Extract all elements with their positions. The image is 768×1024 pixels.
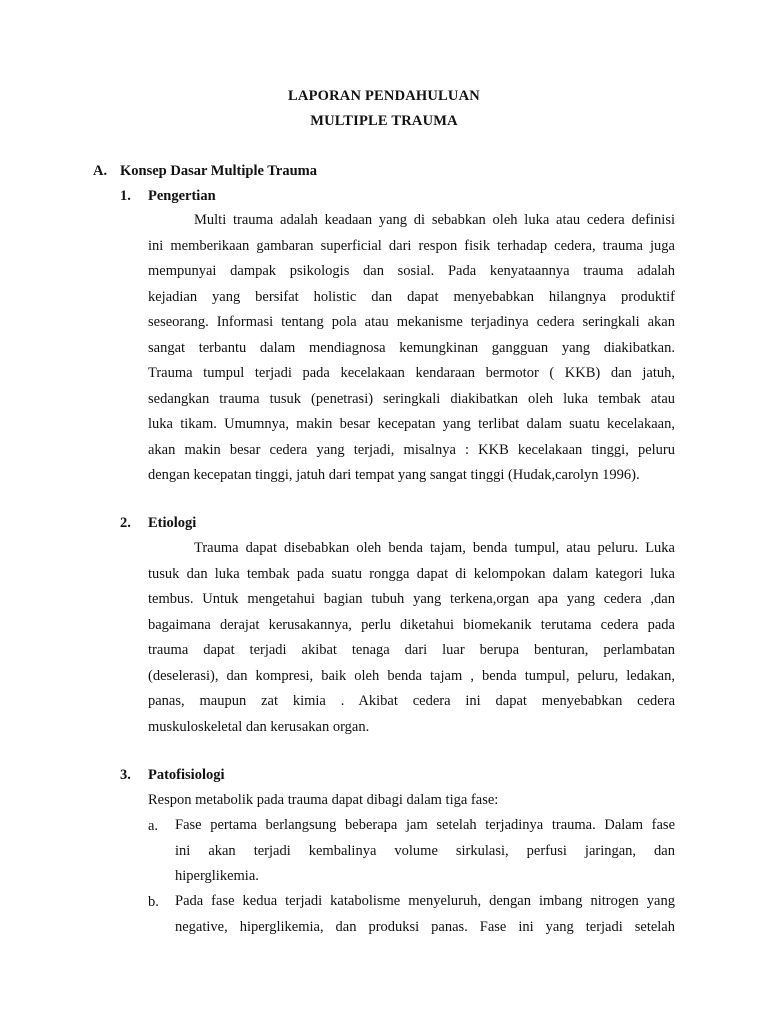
paragraph-line: bagaimana derajat kerusakannya, perlu diketahui biomekanik terutama cedera pada [148, 616, 675, 633]
list-item-b [175, 889, 675, 940]
paragraph-line: ini memberikaan gambaran superficial dari respon fisik terhadap cedera, trauma juga [148, 237, 675, 254]
paragraph-line: Trauma dapat disebabkan oleh benda tajam, benda tumpul, atau peluru. Luka [194, 540, 675, 556]
list-item-line: Pada fase kedua terjadi katabolisme menyeluruh, dengan imbang nitrogen yang [175, 893, 675, 909]
section-a-marker: A. [93, 163, 108, 179]
paragraph-line: tembus. Untuk mengetahui bagian tubuh yang terkena,organ apa yang cedera ,dan [148, 591, 675, 607]
paragraph-line: sangat terbantu dalam mendiagnosa kemungkinan gangguan yang diakibatkan. [148, 339, 675, 356]
list-item-a [175, 813, 675, 890]
sub1-paragraph [148, 208, 675, 489]
paragraph-line: luka tikam. Umumnya, makin besar kecepatan yang terlibat dalam suatu kecelakaan, [148, 416, 675, 432]
paragraph-line: mempunyai dampak psikologis dan sosial. Pada kenyataannya trauma adalah [148, 263, 675, 279]
sub2-heading: Etiologi [148, 515, 197, 531]
list-item-line: Fase pertama berlangsung beberapa jam setelah terjadinya trauma. Dalam fase [175, 817, 675, 833]
list-item-line: ini akan terjadi kembalinya volume sirkulasi, perfusi jaringan, dan [175, 842, 675, 859]
paragraph-line: sedangkan trauma tusuk (penetrasi) seringkali diakibatkan oleh luka tembak atau [148, 390, 675, 407]
sub2-marker: 2. [120, 515, 131, 531]
paragraph-line: (deselerasi), dan kompresi, baik oleh benda tajam , benda tumpul, peluru, ledakan, [148, 667, 675, 684]
sub3-intro: Respon metabolik pada trauma dapat dibagi dalam tiga fase: [148, 792, 499, 808]
section-a-heading: Konsep Dasar Multiple Trauma [120, 163, 317, 179]
paragraph-line: muskuloskeletal dan kerusakan organ. [148, 718, 370, 735]
paragraph-line: panas, maupun zat kimia . Akibat cedera ini dapat menyebabkan cedera [148, 693, 675, 709]
list-item-marker-b: b. [148, 894, 159, 910]
sub1-heading: Pengertian [148, 188, 216, 204]
paragraph-line: kejadian yang bersifat holistic dan dapat menyebabkan hilangnya produktif [148, 288, 675, 305]
sub3-marker: 3. [120, 767, 131, 783]
list-item-marker-a: a. [148, 818, 159, 834]
paragraph-line: Multi trauma adalah keadaan yang di sebabkan oleh luka atau cedera definisi [194, 212, 675, 228]
sub3-heading: Patofisiologi [148, 767, 225, 783]
paragraph-line: akan makin besar cedera yang terjadi, misalnya : KKB kecelakaan tinggi, peluru [148, 441, 675, 458]
list-item-line: hiperglikemia. [175, 868, 259, 884]
document-subtitle: MULTIPLE TRAUMA [310, 113, 458, 129]
paragraph-line: dengan kecepatan tinggi, jatuh dari tempat yang sangat tinggi (Hudak,carolyn 1996). [148, 467, 640, 483]
document-title: LAPORAN PENDAHULUAN [288, 88, 480, 104]
sub2-paragraph [148, 536, 675, 740]
paragraph-line: trauma dapat terjadi akibat tenaga dari luar berupa benturan, perlambatan [148, 642, 675, 658]
paragraph-line: Trauma tumpul terjadi pada kecelakaan kendaraan bermotor ( KKB) dan jatuh, [148, 365, 675, 381]
list-item-line: negative, hiperglikemia, dan produksi panas. Fase ini yang terjadi setelah [175, 918, 675, 935]
sub1-marker: 1. [120, 188, 131, 204]
paragraph-line: tusuk dan luka tembak pada suatu rongga dapat di kelompokan dalam kategori luka [148, 565, 675, 582]
paragraph-line: seseorang. Informasi tentang pola atau mekanisme terjadinya cedera seringkali akan [148, 314, 675, 330]
